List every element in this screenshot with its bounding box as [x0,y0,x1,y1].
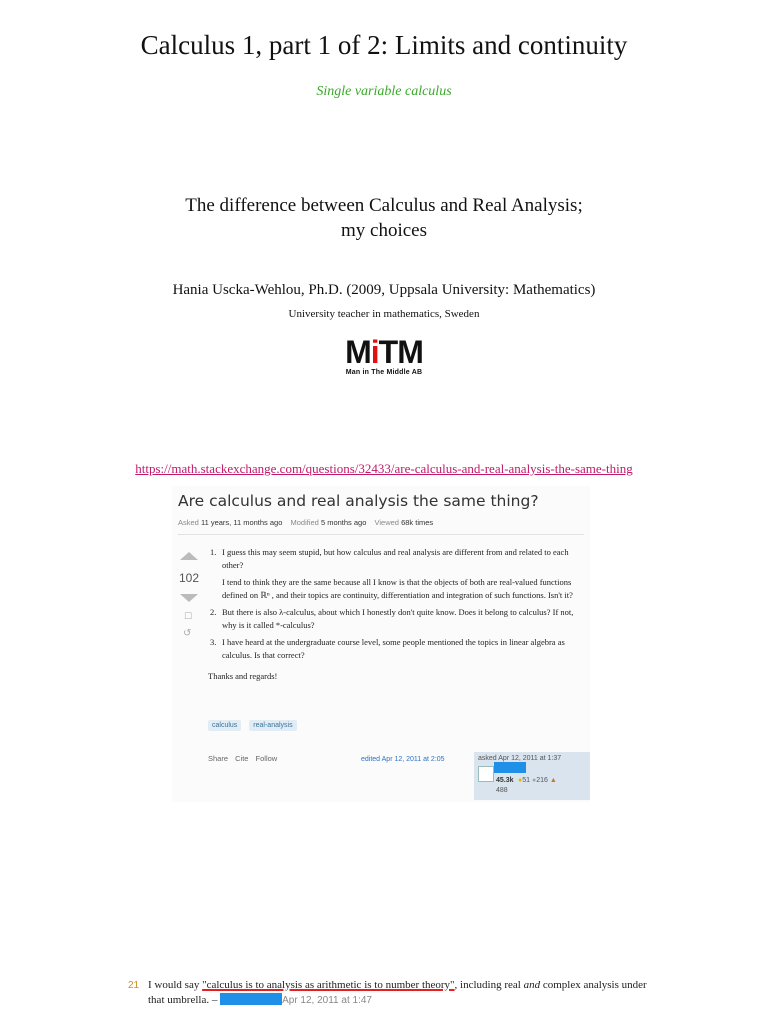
question-link[interactable]: https://math.stackexchange.com/questions/32433/are-calculus-and-real-analysis-the-same-thing [135,461,633,476]
heading-line-2: my choices [340,220,427,241]
cite-link[interactable]: Cite [235,754,249,763]
user-badges [518,777,557,784]
heading-line-1: The difference between Calculus and Real Analysis; [185,195,583,216]
upvote-arrow-icon[interactable] [180,552,198,560]
modified-value: 5 months ago [320,518,367,527]
modified-label: Modified [290,518,319,527]
comment-text-post: complex analysis under that umbrella. – [148,979,647,1006]
tag-calculus[interactable]: calculus [208,720,241,731]
vote-count: 102 [178,571,200,585]
comment-score: 21 [128,980,140,991]
author-line: Hania Uscka-Wehlou, Ph.D. (2009, Uppsala University: Mathematics) [172,282,596,298]
item-number: 3. [210,637,217,647]
comment-quote: "calculus is to analysis as arithmetic is to number theory" [202,979,455,991]
asked-date: asked Apr 12, 2011 at 1:37 [478,755,562,762]
document-title: Calculus 1, part 1 of 2: Limits and continuity [140,30,628,60]
history-icon[interactable]: ↺ [183,628,192,639]
comment-date[interactable]: Apr 12, 2011 at 1:47 [282,995,372,1006]
divider [178,534,584,535]
edited-link[interactable]: edited Apr 12, 2011 at 2:05 [361,756,445,763]
item-number: 1. [210,547,217,557]
share-link[interactable]: Share [208,754,229,763]
comment-text-pre: I would say [148,979,203,991]
viewed-label: Viewed [374,518,399,527]
item-paragraph: I have heard at the undergraduate course level, some people mentioned the topics in linear algebra as calculus. Is that correct? [222,637,565,660]
gold-badge-icon: ● [518,777,523,784]
comment-text [148,978,648,1008]
logo-mark-m: M [345,334,371,370]
affiliation-line: University teacher in mathematics, Sweden [288,308,480,320]
gold-badge-count: 51 [522,777,531,784]
item-paragraph: I tend to think they are the same because all I know is that the objects of both are real-valued functions defined on ℝⁿ , and their topics are continuity, differentiation and integration of such functions. Isn't it? [222,577,573,600]
thanks-text: Thanks and regards! [208,671,278,681]
silver-badge-icon: ● [531,777,537,784]
mitm-logo [334,336,434,380]
item-paragraph: But there is also λ-calculus, about which I honestly don't quite know. Does it belong to calculus? If not, why is it called *-calculus? [222,607,574,630]
redacted-commenter [220,993,282,1005]
question-meta [178,518,439,527]
downvote-arrow-icon[interactable] [180,594,198,602]
list-item [208,636,580,662]
post-actions [208,754,282,763]
logo-mark-i: i [370,334,379,370]
item-number: 2. [210,607,217,617]
follow-link[interactable]: Follow [255,754,278,763]
question-title[interactable]: Are calculus and real analysis the same thing? [178,492,539,510]
bronze-badge-icon: ▲ [549,777,557,784]
asked-label: Asked [178,518,199,527]
list-item [208,606,580,632]
redacted-username [494,762,526,773]
user-card [474,752,590,800]
logo-mark [334,336,434,368]
comment-text-and: and [523,979,541,991]
avatar[interactable] [478,766,494,782]
tag-list [208,714,301,732]
bookmark-icon[interactable]: ☐ [184,612,193,622]
stackexchange-screenshot [172,486,590,802]
silver-badge-count: 216 [536,777,548,784]
logo-mark-tm: TM [378,334,423,370]
viewed-value: 68k times [401,518,434,527]
user-reputation: 45.3k [496,777,514,784]
item-paragraph: I guess this may seem stupid, but how calculus and real analysis are different from and related to each other? [222,547,569,570]
logo-tagline: Man in The Middle AB [345,369,423,376]
bronze-badge-count: 488 [496,787,508,794]
question-body [208,546,580,683]
document-subtitle: Single variable calculus [316,84,452,99]
tag-real-analysis[interactable]: real-analysis [249,720,296,731]
list-item [208,546,580,602]
section-heading [0,193,768,243]
asked-value: 11 years, 11 months ago [200,518,283,527]
comment-text-mid: , including real [454,979,524,991]
